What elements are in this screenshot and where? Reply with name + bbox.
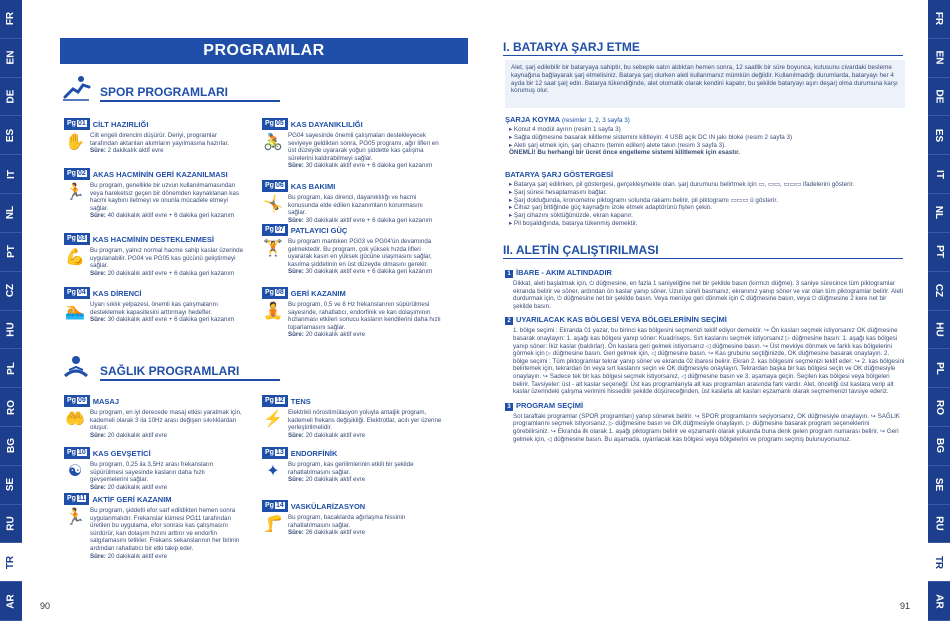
program-title: KAS HACMİNİN DESTEKLENMESİ xyxy=(92,234,215,244)
program-duration xyxy=(288,529,442,537)
program-text: Bu program, en iyi derecede masaj etkisi yaratmak için, kademeli olarak 3 ila 10Hz arası değişen sıkılıklardan oluşur. xyxy=(90,409,242,432)
language-tab-it[interactable] xyxy=(0,155,22,194)
program-duration xyxy=(90,316,244,324)
meditation-icon xyxy=(60,353,92,381)
endurance-icon: 🚴 xyxy=(263,134,283,151)
charge-step-text: ÖNEMLİ! Bu herhangi bir ücret önce engelleme sistemi kilitlemek için esastır. xyxy=(509,149,740,157)
indicator-line: ▸ Batarya şarj edilirken, pil göstergesi, gerçekleşmekte olan. şarj durumunu belirtmek için ▭, ▭▭, ▭▭▭ ifadelerini gösterir. xyxy=(509,181,855,188)
program-text: Bu program, şiddetli efor sarf edildikten hemen sonra uygulanmalıdır. Frekanslar kümesi PG11 tarafından üretilen bu uygulama, efor sonrası kas çalışmasını sürdürür, kan dolaşım hızını arttırır ve endorfin salgılamasını tetikler. Frekans sekanslarının her birinin ardından rahatlatıcı bir etki takip eder. xyxy=(90,507,240,552)
duration-value: 40 dakikalık aktif evre + 6 dakika geri kazanım xyxy=(107,212,235,220)
language-tab-bg[interactable] xyxy=(0,427,22,466)
program-body xyxy=(262,194,442,224)
step-text: Sol taraftaki programlar (SPOR programları) yanıp sönerek belirir. ↪ SPOR programlarını seçiyorsanız, OK düğmesiyle onaylayın. ↪ SAĞLIK programlarını seçmek istiyorsanız, ▷ düğmesine basın ve OK düğmesiyle onaylayın. ▷ düğmesine basarak program seçeneklerini görebilirsiniz. ↪ Ekranda ilk olarak 1. aşağı piktogramı belirir ve eşzamanlı olarak yukarıda buna denk gelen program numarası belirir. ↪ Geri gelmek için, ◁ düğmesine basın. Bu aşamada, uyarılacak kas bölgesi veya bölgelerini ve programı seçmiş bulunuyorsunuz. xyxy=(513,412,900,443)
program-code-badge: Pg 05 xyxy=(262,118,288,130)
language-tab-fr[interactable] xyxy=(0,0,22,39)
duration-value: 20 dakikalık aktif evre xyxy=(107,483,168,491)
charge-step-text: Sağla düğmesine basarak kilitleme sistemini kilitleyin: 4 USB açık DC IN jakı bloke (resim 2 sayfa 3) xyxy=(513,133,793,141)
program-text: Uyarı sıklık yelpazesi, önemli kas çalışmalarını desteklemek kapasitesini arttırmayı hedefler. xyxy=(90,301,218,316)
program-text: Bu program, kas direnci, dayanıklılığı ve hacmi konusunda elde edilen kazanımların korunmasını sağlar. xyxy=(288,194,423,217)
duration-label: Süre: xyxy=(90,147,106,155)
language-tab-es[interactable] xyxy=(0,116,22,155)
program-code: 02 xyxy=(77,170,86,177)
language-tab-ru[interactable] xyxy=(0,505,22,544)
muscle-support-icon: 💪 xyxy=(65,249,85,266)
program-text: Bu program, genellikle bir uzvun kullanılmamasından veya hareketsiz geçen bir dönemden kaynaklanan kas hacmi kaybını iletmeyi ve onunla mücadele etmeyi sağlar. xyxy=(90,182,239,212)
program-title: PATLAYICI GÜÇ xyxy=(290,225,348,235)
language-label: FR xyxy=(5,12,17,26)
program-02 xyxy=(64,168,244,220)
language-tab-en[interactable] xyxy=(0,39,22,78)
duration-value: 20 dakikalık aktif evre xyxy=(305,331,366,339)
program-body xyxy=(262,409,442,439)
program-code-badge: Pg 14 xyxy=(262,500,288,512)
charge-step: ▸ Konut 4 modül ayırın (resim 1 sayfa 3) xyxy=(509,126,621,133)
program-header xyxy=(262,395,442,407)
language-tab-hu[interactable] xyxy=(0,311,22,350)
program-code-badge: Pg 10 xyxy=(64,447,90,459)
program-duration xyxy=(288,162,442,170)
program-body xyxy=(64,182,244,220)
program-code: 11 xyxy=(77,495,86,502)
vascular-icon: 🦵 xyxy=(263,516,283,533)
program-header xyxy=(64,233,244,245)
program-code-badge: Pg 03 xyxy=(64,233,90,245)
duration-label: Süre: xyxy=(288,268,304,276)
step-title xyxy=(505,268,905,278)
program-header xyxy=(262,180,442,192)
duration-value: 20 dakikalık aktif evre xyxy=(107,431,168,439)
language-tab-de[interactable] xyxy=(0,78,22,117)
recovery-icon: 🧘 xyxy=(263,303,283,320)
indicator-line: ▸ Cihaz şarj bittiğinde güç kaynağını izole etmek adaptörünü fişten çekin. xyxy=(509,204,713,212)
language-sidebar-right xyxy=(928,0,950,621)
program-text: Elektrikli nörostimülasyon yoluyla antaljik program, kademeli frekans değişikliği. Elektrotlar, acılı yer üzerine yerleştirilmelidir. xyxy=(288,409,442,432)
charge-steps-list xyxy=(509,126,909,157)
language-tab-se[interactable] xyxy=(0,466,22,505)
program-title: KAS GEVŞETİCİ xyxy=(92,448,151,458)
program-title: KAS BAKIMI xyxy=(290,181,336,191)
language-label: BG xyxy=(933,438,945,454)
program-code-badge: Pg 09 xyxy=(64,395,90,407)
program-description xyxy=(288,194,442,224)
charge-step-text: Aleti şarj etmek için, şarj cihazını (temin edilen) alete takın (resim 3 sayfa 3). xyxy=(513,141,727,149)
program-header xyxy=(262,118,442,130)
language-label: RU xyxy=(933,516,945,531)
indicator-text: Şarj dolduğunda, kronometre piktogramı solunda rakamı belirir, pil piktogramı ▭▭▭ ü gösterir. xyxy=(513,196,778,204)
program-description xyxy=(288,132,442,170)
program-header xyxy=(262,287,442,299)
operation-step xyxy=(505,401,905,443)
language-label: NL xyxy=(933,206,945,220)
language-tab-tr[interactable] xyxy=(928,543,950,582)
program-text: Bu program, 0,25 ila 3,5Hz arası frekansların süpürülmesi sayesinde kasların daha hızlı gevşemelerini sağlar. xyxy=(90,461,214,484)
program-09 xyxy=(64,395,244,439)
sport-section-title: SPOR PROGRAMLARI xyxy=(100,85,280,102)
program-code: 05 xyxy=(275,120,284,127)
program-08 xyxy=(262,287,442,339)
language-label: PL xyxy=(933,361,945,375)
program-text: Bu program, kas gerilimlerinin etkili bir şekilde rahatlatılmasını sağlar. xyxy=(288,461,414,476)
language-label: AR xyxy=(933,593,945,609)
charge-step: ▸ Aleti şarj etmek için, şarj cihazını (temin edilen) alete takın (resim 3 sayfa 3). xyxy=(509,141,727,149)
program-body xyxy=(64,247,244,277)
language-tab-it[interactable] xyxy=(928,155,950,194)
step-title-text: UYARILACAK KAS BÖLGESİ VEYA BÖLGELERİNİN SEÇİMİ xyxy=(516,315,727,325)
program-duration xyxy=(288,331,442,339)
program-code: 14 xyxy=(275,502,284,509)
program-title: MASAJ xyxy=(92,396,120,406)
language-tab-ru[interactable] xyxy=(928,505,950,544)
program-header xyxy=(262,447,442,459)
program-title: AKAS HACMİNİN GERİ KAZANILMASI xyxy=(92,169,228,179)
language-tab-pl[interactable] xyxy=(928,349,950,388)
language-label: EN xyxy=(5,50,17,65)
language-tab-ro[interactable] xyxy=(0,388,22,427)
battery-info-box: Alet, şarj edilebilir bir bataryaya sahiptir, bu sebeple satın aldıktan hemen sonra, 12 saatlik bir süre boyunca, kutusunu civardaki besleme kaynağına bağlayarak şarj etmelisiniz. Batarya şarj olurken aleti kullanmanız mümkün değildir. Kullanılmadığı durumlarda, bataryayı her 4 ayda bir 12 saat şarj edin. Batarya tükendiğinde, alet otomatik olarak kendini kapatır, bu şekilde bataryayı aşırı deşarj olma durumuna karşı korumuş olur. xyxy=(505,60,905,108)
program-description xyxy=(90,182,244,220)
language-label: PT xyxy=(933,245,945,259)
program-05 xyxy=(262,118,442,170)
language-label: HU xyxy=(933,322,945,337)
program-code: 12 xyxy=(275,397,284,404)
duration-label: Süre: xyxy=(90,552,106,560)
power-icon: 🏋 xyxy=(263,240,283,257)
language-label: NL xyxy=(5,206,17,220)
program-07 xyxy=(262,224,442,276)
language-tab-cz[interactable] xyxy=(928,272,950,311)
language-tab-ar[interactable] xyxy=(928,582,950,621)
program-code: 10 xyxy=(77,449,86,456)
program-body xyxy=(262,132,442,170)
program-text: Bu program, yalnız normal hacme sahip kaslar üzerinde uygulanabilir. PG04 ve PG05 kas gücünü geliştirmeyi sağlar. xyxy=(90,247,244,270)
language-tab-de[interactable] xyxy=(928,78,950,117)
indicator-list xyxy=(509,181,909,228)
step-text: 1. bölge seçimi : Ekranda 01 yazar, bu birinci kas bölgesini seçmenizi teklif ediyor demektir. ↪ Ön kasları seçmek istiyorsanız OK düğmesine basarak onaylayın: 1. aşağı kas bölgesi yanıp söner: Kuadriseps. Sırt kaslarını seçmek istiyorsanız ▷ düğmesine basın: 1. aşağı kas bölgesi yanıp söner: İkiz kaslar (baldırlar). Ön kaslara geri gelmek istiyorsanız ◁ düğmesine basın. ↪ Üst mevkiye dönmek ve farklı kas bölgelerini görmek için ▷ düğmesine basın. Geri gelmek için, ◁ düğmesine basın. ↪ Kas grubunu seçtiğinizde, OK düğmesine basarak onaylayın. 2. bölge seçimi : Tüm piktogramlar tekrar yanıp söner ve ekranda 02 ibaresi belirir. Ekran 2. kas bölgesini seçmenizi teklif eder: ↪ 2. kas bölgesini belirlemek için, tekrardan ön veya sırt kaslarını seçin ve OK düğmesiyle onaylayın. Tekrardan başka bir kas bölgesi seçin ve OK düğmesiyle onaylayın. ↪ Sadece tek bir kas bölgesi seçmek istiyorsanız, ◁ düğmesine basın ve 3. aşamaya geçin. Seçilen kas bölgesi veya bölgeleri belirir. Tavsiyeler: üst - alt kaslar seçeneği: Üst kas programlarıyla alt kas programları arasında fark vardır. Alet, önceliği üst kaslara verip alt kaslar üzerindeki çalışma verimini hissedilir şekilde düşüreceğinden, üst kaslarla alt kasları eşzamanlı olarak seçmemenizi tavsiye ederiz. xyxy=(513,327,905,396)
program-code-badge: Pg 02 xyxy=(64,168,90,180)
massage-icon: 🤲 xyxy=(65,411,85,428)
program-description xyxy=(90,247,244,277)
program-body xyxy=(262,301,442,339)
page-number-right: 91 xyxy=(899,601,910,611)
program-code-badge: Pg 06 xyxy=(262,180,288,192)
duration-value: 30 dakikalık aktif evre + 6 dakika geri kazanım xyxy=(305,268,433,276)
language-label: RO xyxy=(5,399,17,415)
language-label: TR xyxy=(5,555,17,569)
program-title: KAS DİRENCİ xyxy=(92,288,142,298)
language-sidebar-left xyxy=(0,0,22,621)
language-label: IT xyxy=(933,169,945,179)
duration-label: Süre: xyxy=(90,431,106,439)
program-title: VASKÜLARİZASYON xyxy=(290,501,366,511)
language-label: DE xyxy=(933,89,945,104)
language-label: HU xyxy=(5,322,17,337)
program-description xyxy=(90,409,244,439)
charge-step-text: Konut 4 modül ayırın (resim 1 sayfa 3) xyxy=(513,126,621,133)
program-13 xyxy=(262,447,442,484)
language-label: PL xyxy=(5,361,17,375)
program-description xyxy=(288,301,442,339)
language-tab-tr[interactable] xyxy=(0,543,22,582)
indicator-line: ▸ Şarj cihazını söktüğünüzde, ekran kapanır. xyxy=(509,212,633,220)
program-code: 06 xyxy=(275,182,284,189)
duration-label: Süre: xyxy=(90,269,106,277)
duration-label: Süre: xyxy=(288,331,304,339)
program-code: 01 xyxy=(77,120,86,127)
language-tab-ar[interactable] xyxy=(0,582,22,621)
language-tab-fr[interactable] xyxy=(928,0,950,39)
duration-label: Süre: xyxy=(90,316,106,324)
program-text: Cilt engeli direncini düşürür. Deriyi, programlar tarafından aktarılan akımların yayılmasına hazırlar. xyxy=(90,132,229,147)
language-tab-bg[interactable] xyxy=(928,427,950,466)
program-11 xyxy=(64,493,244,560)
health-section-header xyxy=(60,353,280,381)
active-recovery-icon: 🏃 xyxy=(65,509,85,526)
program-03 xyxy=(64,233,244,277)
language-label: CZ xyxy=(933,283,945,298)
program-duration xyxy=(90,212,244,220)
program-code-badge: Pg 13 xyxy=(262,447,288,459)
language-tab-ro[interactable] xyxy=(928,388,950,427)
program-code-badge: Pg 12 xyxy=(262,395,288,407)
language-tab-en[interactable] xyxy=(928,39,950,78)
language-tab-hu[interactable] xyxy=(928,311,950,350)
operation-step xyxy=(505,315,905,395)
program-description xyxy=(90,301,244,324)
indicator-text: Pil boşaldığında, batarya tükenmiş demektir. xyxy=(513,219,638,227)
muscle-volume-icon: 🏃 xyxy=(65,184,85,201)
program-header xyxy=(262,500,442,512)
step-title xyxy=(505,315,905,325)
program-body xyxy=(262,461,442,484)
program-title: CİLT HAZIRLIĞI xyxy=(92,119,149,129)
battery-title: I. BATARYA ŞARJ ETME xyxy=(503,40,903,56)
indicator-text: Şarj cihazını söktüğünüzde, ekran kapanır. xyxy=(513,212,633,220)
page-left xyxy=(22,0,475,621)
program-header xyxy=(64,118,244,130)
step-title-text: PROGRAM SEÇİMİ xyxy=(516,400,584,410)
program-body xyxy=(64,301,244,324)
program-description xyxy=(288,238,442,276)
program-text: Bu program, 0,5 ve 8 Hz frekanslarının süpürülmesi sayesinde, rahatlatıcı, endorfinik ve kan dolaşımının hızlanması etkileri sonucu kasların kendilerini daha hızlı toparlamasını sağlar. xyxy=(288,301,441,331)
program-description xyxy=(288,514,442,537)
duration-value: 26 dakikalık aktif evre xyxy=(305,529,366,537)
duration-label: Süre: xyxy=(288,476,304,484)
program-duration xyxy=(288,268,442,276)
duration-value: 30 dakikalık aktif evre + 6 dakika geri kazanım xyxy=(305,162,433,170)
step-title xyxy=(505,401,905,411)
program-header xyxy=(64,493,244,505)
language-label: TR xyxy=(933,555,945,569)
language-label: PT xyxy=(5,245,17,259)
program-code-badge: Pg 11 xyxy=(64,493,89,505)
program-code-badge: Pg 07 xyxy=(262,224,288,236)
program-code: 03 xyxy=(77,235,86,242)
indicator-text: Batarya şarj edilirken, pil göstergesi, gerçekleşmekte olan. şarj durumunu belirtmek için ▭, ▭▭, ▭▭▭ ifadelerini gösterir. xyxy=(513,181,855,188)
duration-value: 20 dakikalık aktif evre xyxy=(305,476,366,484)
charge-title: ŞARJA KOYMA (resimler 1, 2, 3 sayfa 3) xyxy=(505,115,630,124)
language-label: BG xyxy=(5,438,17,454)
language-label: EN xyxy=(933,50,945,65)
language-tab-nl[interactable] xyxy=(0,194,22,233)
relax-icon: ☯ xyxy=(67,463,83,480)
page-banner: PROGRAMLAR xyxy=(60,38,468,64)
duration-label: Süre: xyxy=(288,431,304,439)
language-label: FR xyxy=(933,12,945,26)
step-number: 3 xyxy=(505,403,513,411)
program-header xyxy=(64,447,244,459)
program-code: 07 xyxy=(275,226,284,233)
indicator-line: ▸ Pil boşaldığında, batarya tükenmiş demektir. xyxy=(509,219,638,227)
duration-label: Süre: xyxy=(90,483,106,491)
endorphin-icon: ✦ xyxy=(266,463,280,480)
program-10 xyxy=(64,447,244,491)
program-code: 13 xyxy=(275,449,284,456)
program-text: PG04 sayesinde önemli çalışmaları destekleyecek seviyeye geldikten sonra, PG05 programı, ağır lifleri en üst düzeyde uyararak yoğun şiddette kas çalışma sürelerini kaldırabilmeyi sağlar. xyxy=(288,132,439,162)
program-header xyxy=(64,395,244,407)
page-right xyxy=(475,0,928,621)
language-label: SE xyxy=(933,477,945,492)
program-code: 08 xyxy=(275,289,284,296)
indicator-title: BATARYA ŞARJ GÖSTERGESİ xyxy=(505,170,614,179)
program-12 xyxy=(262,395,442,439)
program-body xyxy=(262,514,442,537)
program-code-badge: Pg 08 xyxy=(262,287,288,299)
language-label: SE xyxy=(5,477,17,492)
program-title: KAS DAYANIKLILIĞI xyxy=(290,119,363,129)
program-header xyxy=(64,287,244,299)
language-label: DE xyxy=(5,89,17,104)
tens-icon: ⚡ xyxy=(263,411,283,428)
language-label: ES xyxy=(5,128,17,143)
duration-label: Süre: xyxy=(288,162,304,170)
language-tab-es[interactable] xyxy=(928,116,950,155)
program-duration xyxy=(90,553,244,561)
duration-value: 30 dakikalık aktif evre + 6 dakika geri kazanım xyxy=(107,316,235,324)
skin-icon: ✋ xyxy=(65,134,85,151)
program-title: ENDORFİNİK xyxy=(290,448,338,458)
operation-title: II. ALETİN ÇALIŞTIRILMASI xyxy=(503,243,903,259)
language-tab-nl[interactable] xyxy=(928,194,950,233)
program-description xyxy=(90,132,244,155)
duration-value: 20 dakikalık aktif evre + 6 dakika geri kazanım xyxy=(107,269,235,277)
maintenance-icon: 🤸 xyxy=(263,196,283,213)
duration-value: 2 dakikalık aktif evre xyxy=(107,147,164,155)
language-tab-se[interactable] xyxy=(928,466,950,505)
step-number: 2 xyxy=(505,317,513,325)
duration-label: Süre: xyxy=(288,529,304,537)
program-text: Bu program, bacaklarda ağırlaşma hissinin rahatlatılmasını sağlar. xyxy=(288,514,406,529)
language-label: AR xyxy=(5,593,17,609)
program-title: GERİ KAZANIM xyxy=(290,288,346,298)
page-number-left: 90 xyxy=(40,601,51,611)
charge-step xyxy=(509,149,909,157)
language-label: RO xyxy=(933,399,945,415)
step-text: Dikkat, aleti başlatmak için, ⏻ düğmesine, en fazla 1 saniyeliğine net bir şekilde basın (kırmızı düğme). 3 saniye sürecince tüm piktogramlar ekranda belirir ve söner, ardından ön kaslar yanıp söner. Uzun süreli basmanız, ekranınız yanıp söner ve var olan tüm piktogramlar belirir. Aleti durdurmak için, ⏻ düğmesine net bir şekilde basın. Veya menüye geri dönmek için C düğmesine basın, veya ⏻ düğmesine 2 kere net bir şekilde basın. xyxy=(513,280,904,310)
language-label: CZ xyxy=(5,283,17,298)
program-duration xyxy=(288,476,442,484)
language-label: ES xyxy=(933,128,945,143)
program-title: TENS xyxy=(290,396,311,406)
health-section-title: SAĞLIK PROGRAMLARI xyxy=(100,364,280,381)
indicator-line: ▸ Şarj dolduğunda, kronometre piktogramı solunda rakamı belirir, pil piktogramı ▭▭▭ ü gösterir. xyxy=(509,196,778,204)
program-body xyxy=(64,132,244,155)
program-duration xyxy=(288,432,442,440)
program-description xyxy=(288,409,442,439)
program-01 xyxy=(64,118,244,155)
program-06 xyxy=(262,180,442,224)
program-duration xyxy=(90,484,244,492)
program-duration xyxy=(90,432,244,440)
resistance-icon: 🏊 xyxy=(65,303,85,320)
sport-section-header xyxy=(60,74,280,102)
step-number: 1 xyxy=(505,270,513,278)
duration-label: Süre: xyxy=(90,212,106,220)
program-body xyxy=(64,507,244,560)
step-title-text: İBARE - AKIM ALTINDADIR xyxy=(516,268,612,277)
duration-value: 20 dakikalık aktif evre xyxy=(107,552,168,560)
duration-value: 20 dakikalık aktif evre xyxy=(305,431,366,439)
program-04 xyxy=(64,287,244,324)
indicator-line: ▸ Şarj süresi hesaplamasını bağlar. xyxy=(509,188,608,196)
language-label: IT xyxy=(5,169,17,179)
program-code: 09 xyxy=(77,397,86,404)
program-code-badge: Pg 01 xyxy=(64,118,90,130)
indicator-text: Cihaz şarj bittiğinde güç kaynağını izole etmek adaptörünü fişten çekin. xyxy=(513,204,713,212)
language-label: RU xyxy=(5,516,17,531)
charge-step: ▸ Sağla düğmesine basarak kilitleme sistemini kilitleyin: 4 USB açık DC IN jakı bloke (resim 2 sayfa 3) xyxy=(509,133,793,141)
program-body xyxy=(64,461,244,491)
runner-icon xyxy=(60,74,92,102)
program-description xyxy=(90,461,244,491)
program-header xyxy=(64,168,244,180)
program-code: 04 xyxy=(77,289,86,296)
operation-step xyxy=(505,268,905,310)
language-tab-cz[interactable] xyxy=(0,272,22,311)
program-14 xyxy=(262,500,442,537)
program-duration xyxy=(90,270,244,278)
program-text: Bu program mantıken PG03 ve PG04'ün devamında gelmektedir. Bu program, çok yüksek hızda lifleri uyararak kasın en yüksek gücüne ulaşmasını sağlar, kasılma şiddetinin en üst düzeyde olmasını gerekir. xyxy=(288,238,432,268)
program-body xyxy=(64,409,244,439)
program-title: AKTİF GERİ KAZANIM xyxy=(92,494,172,504)
program-header xyxy=(262,224,442,236)
program-body xyxy=(262,238,442,276)
program-duration xyxy=(90,147,244,155)
duration-value: 30 dakikalık aktif evre + 6 dakika geri kazanım xyxy=(305,216,433,224)
program-description xyxy=(288,461,442,484)
language-tab-pt[interactable] xyxy=(928,233,950,272)
program-code-badge: Pg 04 xyxy=(64,287,90,299)
language-tab-pl[interactable] xyxy=(0,349,22,388)
duration-label: Süre: xyxy=(288,216,304,224)
indicator-text: Şarj süresi hesaplamasını bağlar. xyxy=(513,188,608,196)
language-tab-pt[interactable] xyxy=(0,233,22,272)
program-description xyxy=(90,507,244,560)
